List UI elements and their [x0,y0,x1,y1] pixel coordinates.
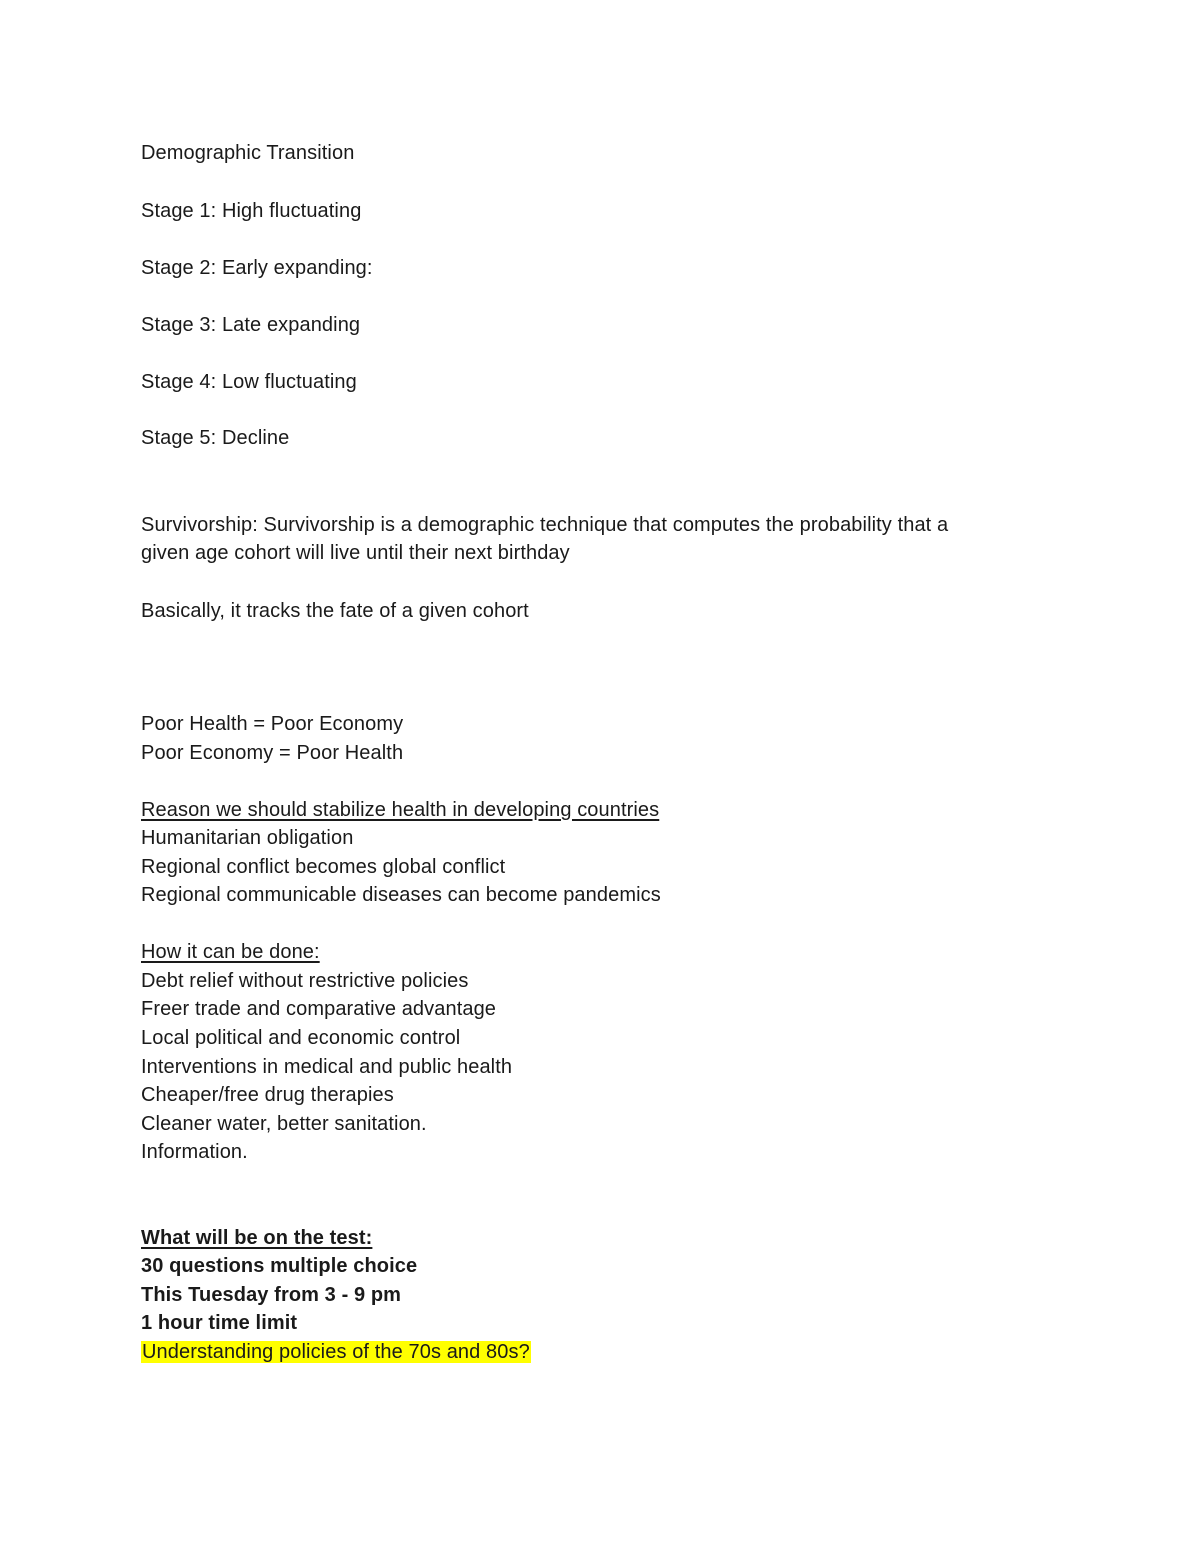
test-item: 30 questions multiple choice [141,1255,418,1277]
survivorship-line-1: Survivorship: Survivorship is a demographic technique that computes the probability that a [141,514,949,536]
stage-3: Stage 3: Late expanding [141,314,361,336]
how-item: Information. [141,1141,248,1163]
reason-item: Regional conflict becomes global conflict [141,856,506,878]
test-heading: What will be on the test: [141,1227,373,1249]
stage-5: Stage 5: Decline [141,427,290,449]
stage-2: Stage 2: Early expanding: [141,257,373,279]
how-item: Interventions in medical and public health [141,1056,513,1078]
survivorship-line-2: given age cohort will live until their next birthday [141,542,570,564]
how-item: Cleaner water, better sanitation. [141,1113,427,1135]
reason-item: Regional communicable diseases can become pandemics [141,884,661,906]
highlighted-text: Understanding policies of the 70s and 80s? [142,1341,530,1363]
test-item: 1 hour time limit [141,1312,298,1334]
document-title: Demographic Transition [141,142,355,164]
how-item: Debt relief without restrictive policies [141,970,469,992]
how-item: Freer trade and comparative advantage [141,998,497,1020]
how-item: Cheaper/free drug therapies [141,1084,394,1106]
reasons-heading: Reason we should stabilize health in developing countries [141,799,660,821]
health-economy-line-1: Poor Health = Poor Economy [141,713,404,735]
test-item: This Tuesday from 3 - 9 pm [141,1284,402,1306]
test-highlight-line [141,1338,531,1366]
stage-1: Stage 1: High fluctuating [141,200,362,222]
stage-4: Stage 4: Low fluctuating [141,371,357,393]
reason-item: Humanitarian obligation [141,827,354,849]
how-heading: How it can be done: [141,941,320,963]
survivorship-basically: Basically, it tracks the fate of a given cohort [141,600,529,622]
health-economy-line-2: Poor Economy = Poor Health [141,742,404,764]
how-item: Local political and economic control [141,1027,461,1049]
